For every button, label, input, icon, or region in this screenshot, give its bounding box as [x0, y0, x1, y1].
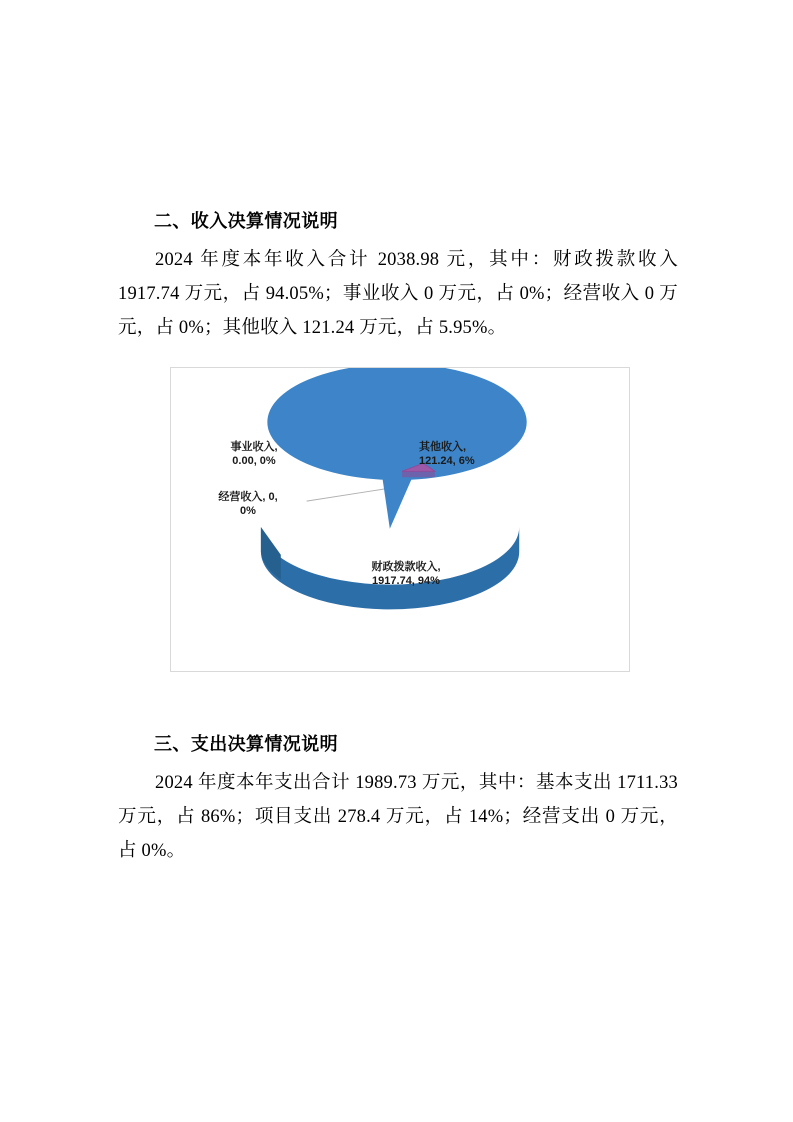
- pie-label-caizheng-line2: 1917.74, 94%: [372, 575, 440, 587]
- section-heading-expenditure: 三、支出决算情况说明: [154, 734, 338, 754]
- pie-label-shiye: [199, 440, 309, 468]
- pie-label-jingying: [193, 490, 303, 518]
- pie-label-jingying-line1: 经营收入, 0,: [218, 491, 278, 503]
- income-pie-chart: [170, 367, 630, 672]
- pie-label-caizheng-line1: 财政拨款收入,: [371, 561, 441, 573]
- pie-label-shiye-line1: 事业收入,: [230, 441, 278, 453]
- pie-chart-graphic: [171, 368, 629, 671]
- section-paragraph-income: 2024 年度本年收入合计 2038.98 元，其中：财政拨款收入 1917.74 万元，占 94.05%；事业收入 0 万元，占 0%；经营收入 0 万元，占 0%；其他收入 121.24 万元，占 5.95%。: [118, 250, 678, 338]
- section-spacer: [118, 672, 678, 728]
- document-content: [118, 205, 678, 868]
- pie-label-qita-line2: 121.24, 6%: [419, 455, 475, 467]
- pie-label-qita-line1: 其他收入,: [419, 441, 467, 453]
- pie-slice-qita-wall: [402, 471, 435, 477]
- pie-label-caizheng: [321, 560, 491, 588]
- section-heading-income: 二、收入决算情况说明: [154, 211, 338, 231]
- pie-label-qita: [419, 440, 559, 468]
- section-paragraph-expenditure: 2024 年度本年支出合计 1989.73 万元，其中：基本支出 1711.33 万元，占 86%；项目支出 278.4 万元，占 14%；经营支出 0 万元，占 0%。: [118, 773, 678, 861]
- pie-label-jingying-line2: 0%: [240, 505, 256, 517]
- pie-label-shiye-line2: 0.00, 0%: [232, 455, 276, 467]
